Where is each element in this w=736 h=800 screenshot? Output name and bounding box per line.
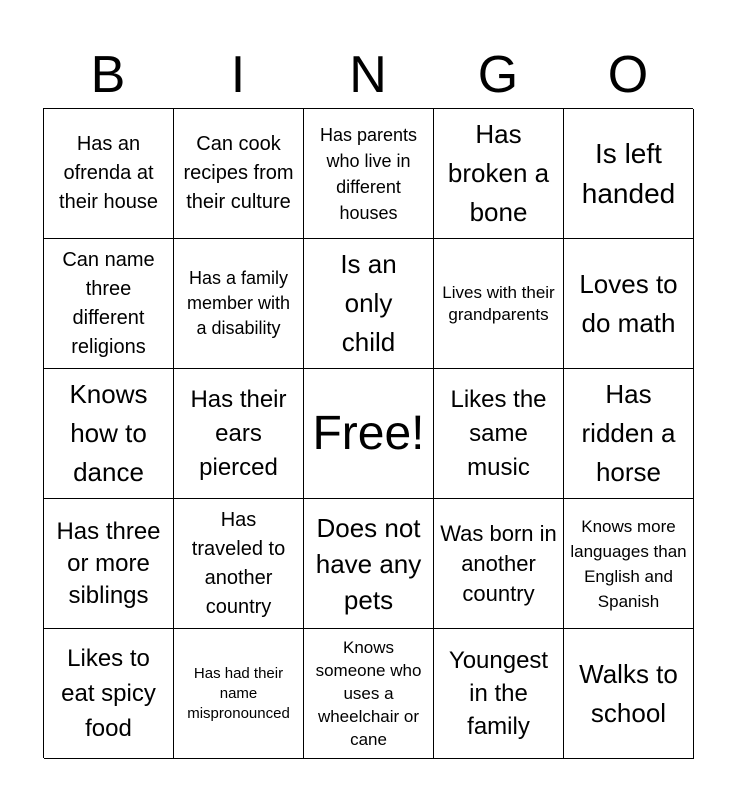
bingo-cell-r2c5[interactable] bbox=[564, 239, 694, 369]
bingo-cell-r1c2[interactable] bbox=[174, 109, 304, 239]
cell-text: Likes the same music bbox=[450, 385, 547, 481]
header-letter-g: G bbox=[477, 46, 519, 104]
cell-text: Has their ears pierced bbox=[190, 385, 287, 481]
bingo-cell-r2c2[interactable] bbox=[174, 239, 304, 369]
bingo-cell-r5c5[interactable] bbox=[564, 629, 694, 759]
cell-text: Has broken a bone bbox=[447, 119, 550, 227]
cell-text: Walks to school bbox=[579, 658, 678, 728]
bingo-cell-r4c4[interactable] bbox=[434, 499, 564, 629]
cell-text: Likes to eat spicy food bbox=[61, 645, 156, 742]
header-letter-o: O bbox=[607, 46, 649, 104]
bingo-cell-r5c4[interactable] bbox=[434, 629, 564, 759]
bingo-cell-r4c1[interactable] bbox=[44, 499, 174, 629]
bingo-cell-r2c1[interactable] bbox=[44, 239, 174, 369]
bingo-cell-r1c3[interactable] bbox=[304, 109, 434, 239]
bingo-cell-r1c4[interactable] bbox=[434, 109, 564, 239]
bingo-board bbox=[43, 108, 693, 758]
bingo-cell-r1c5[interactable] bbox=[564, 109, 694, 239]
cell-text: Has a family member with a disability bbox=[186, 268, 291, 338]
bingo-cell-r3c1[interactable] bbox=[44, 369, 174, 499]
bingo-cell-r5c3[interactable] bbox=[304, 629, 434, 759]
bingo-cell-r2c4[interactable] bbox=[434, 239, 564, 369]
cell-text: Was born in another country bbox=[440, 520, 557, 606]
cell-text: Can name three different religions bbox=[62, 248, 155, 358]
cell-text: Has had their name mispronounced bbox=[187, 664, 290, 722]
header-letter-b: B bbox=[90, 46, 126, 104]
cell-text: Has traveled to another country bbox=[191, 508, 286, 618]
cell-text: Can cook recipes from their culture bbox=[183, 133, 294, 213]
cell-text: Has parents who live in different houses bbox=[319, 124, 418, 223]
cell-text: Knows how to dance bbox=[69, 379, 148, 487]
cell-text: Is left handed bbox=[581, 137, 676, 209]
bingo-cell-r5c2[interactable] bbox=[174, 629, 304, 759]
cell-text: Has ridden a horse bbox=[581, 379, 676, 487]
bingo-cell-r4c2[interactable] bbox=[174, 499, 304, 629]
header-letter-i: I bbox=[230, 46, 246, 104]
header-letter-n: N bbox=[349, 46, 387, 104]
cell-text: Has three or more siblings bbox=[56, 517, 161, 609]
bingo-cell-r5c1[interactable] bbox=[44, 629, 174, 759]
cell-text: Does not have any pets bbox=[315, 512, 422, 615]
bingo-cell-r1c1[interactable] bbox=[44, 109, 174, 239]
cell-text: Knows more languages than English and Spanish bbox=[570, 516, 687, 611]
free-space-text: Free! bbox=[312, 406, 425, 460]
bingo-cell-free[interactable] bbox=[304, 369, 434, 499]
cell-text: Lives with their grandparents bbox=[442, 282, 555, 324]
bingo-cell-r4c5[interactable] bbox=[564, 499, 694, 629]
bingo-cell-r3c5[interactable] bbox=[564, 369, 694, 499]
cell-text: Knows someone who uses a wheelchair or cane bbox=[315, 638, 422, 749]
cell-text: Is an only child bbox=[340, 249, 397, 357]
bingo-cell-r4c3[interactable] bbox=[304, 499, 434, 629]
cell-text: Has an ofrenda at their house bbox=[59, 133, 158, 213]
cell-text: Loves to do math bbox=[579, 268, 678, 338]
bingo-cell-r3c4[interactable] bbox=[434, 369, 564, 499]
bingo-header bbox=[43, 42, 693, 108]
bingo-cell-r3c2[interactable] bbox=[174, 369, 304, 499]
cell-text: Youngest in the family bbox=[448, 647, 549, 740]
bingo-cell-r2c3[interactable] bbox=[304, 239, 434, 369]
